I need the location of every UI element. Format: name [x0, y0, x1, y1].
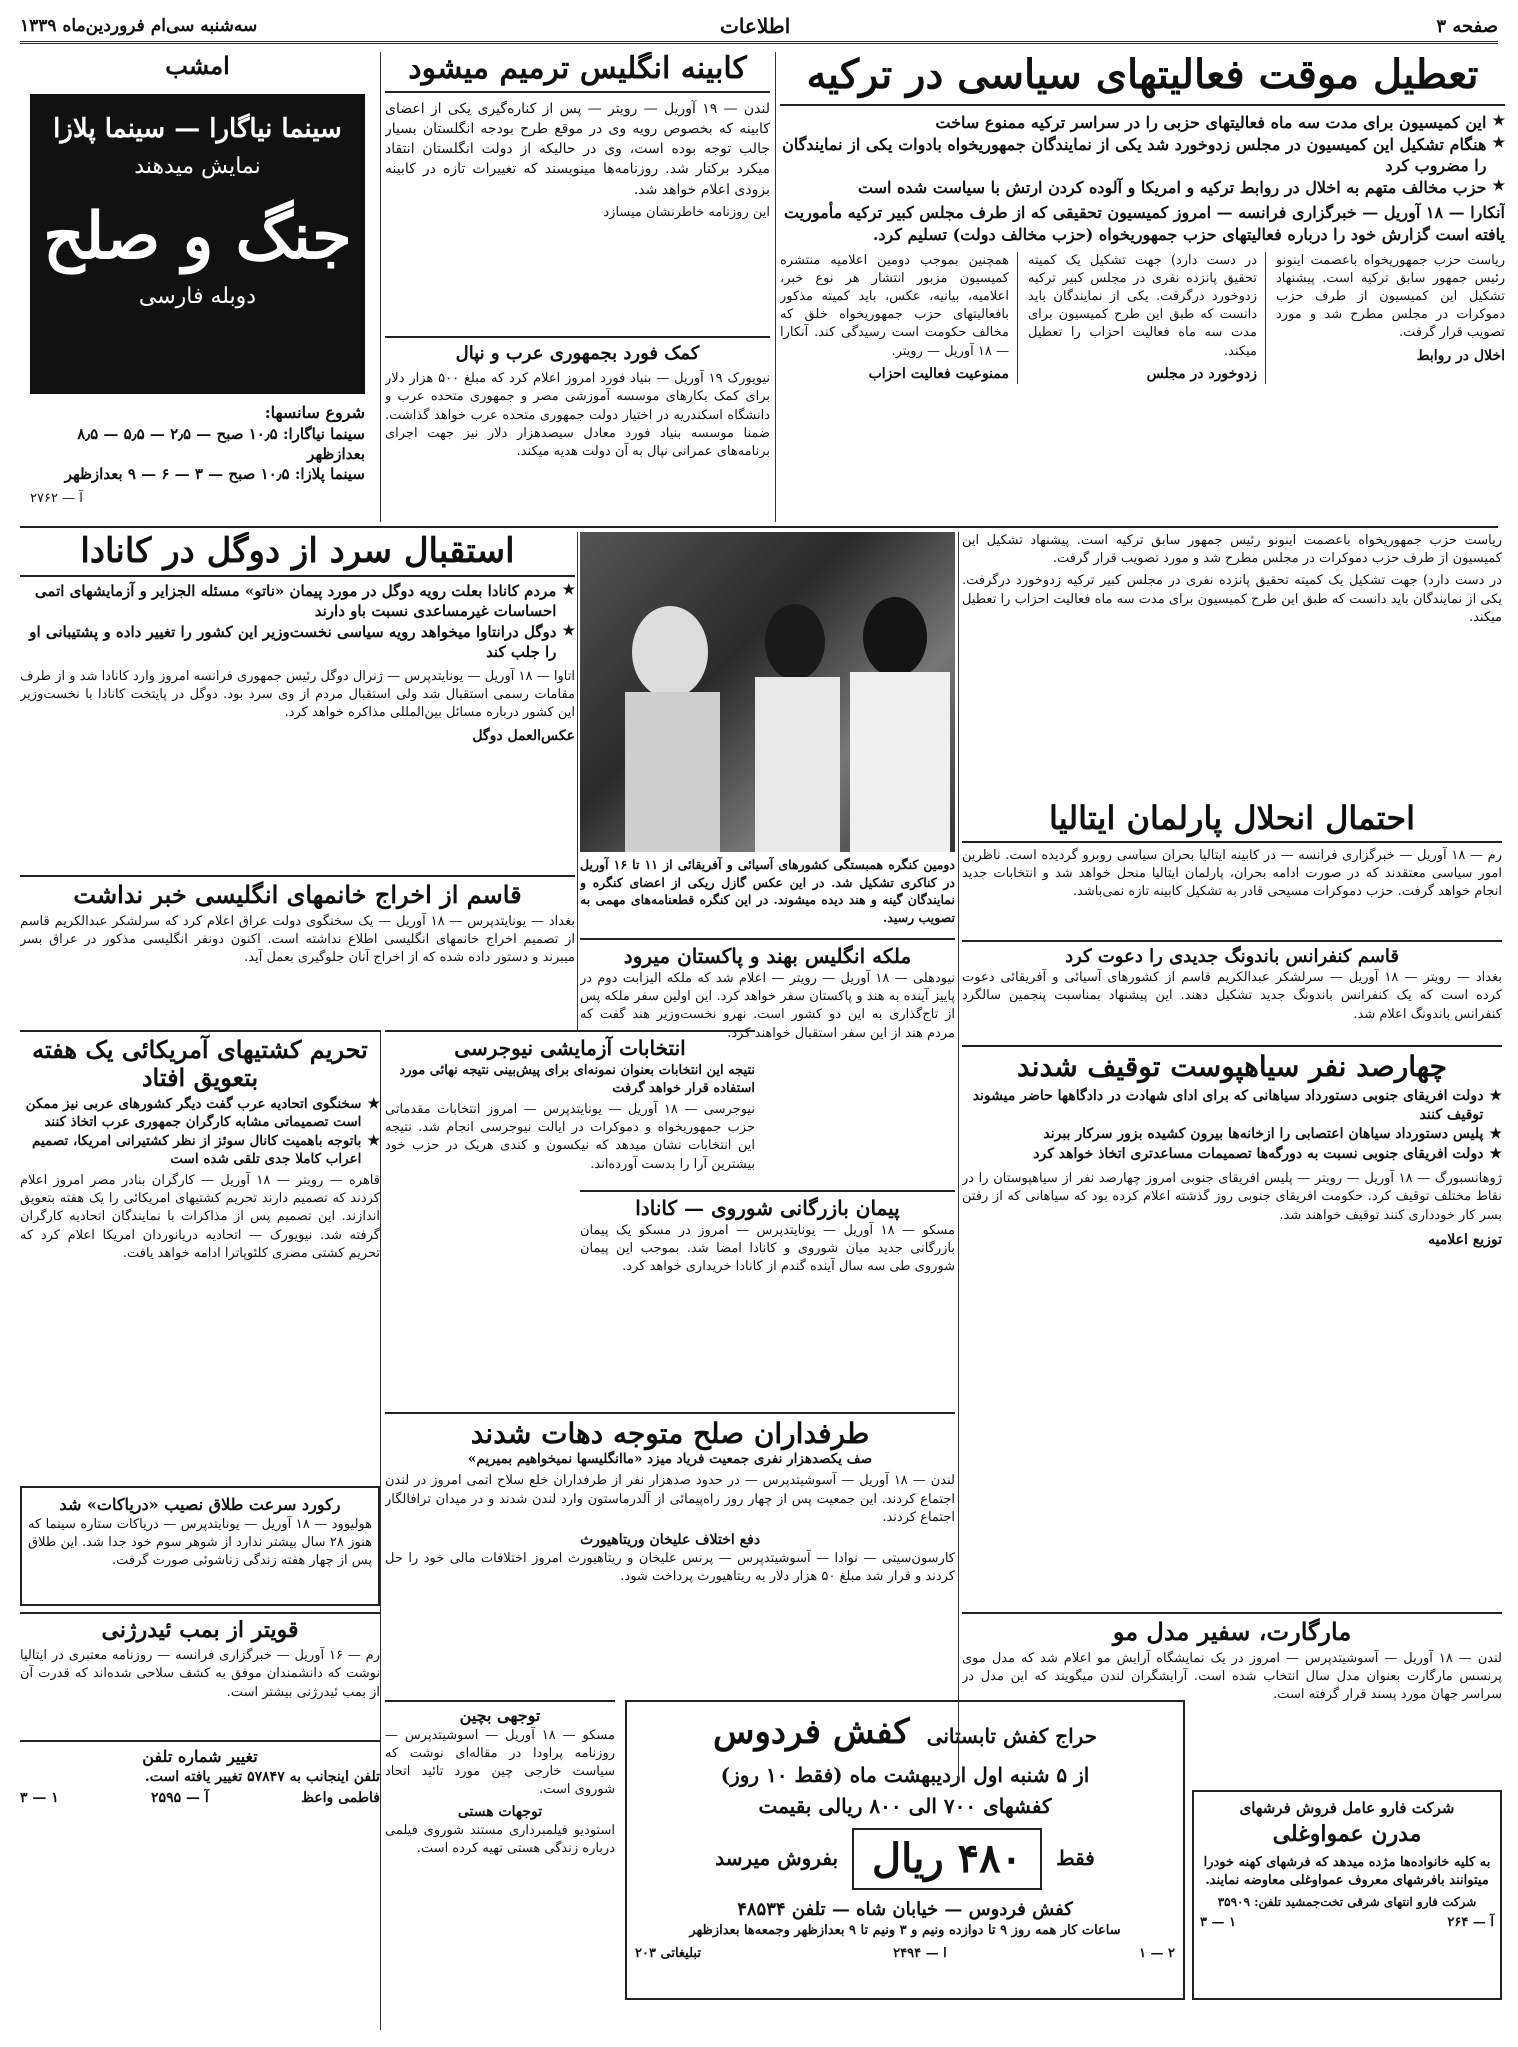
turkey-subhead: زدوخورد در مجلس	[1146, 365, 1257, 382]
carpet-code: آ — ۲۶۴	[1447, 1914, 1494, 1930]
soviet-text: مسکو — ۱۸ آوریل — یونایتدپرس — امروز در مسکو یک پیمان بازرگانی جدید میان شوروی و کانادا امضا شد. بموجب این پیمان شوروی طی سه سال آینده گندم از کانادا خریداری خواهد کرد.	[580, 1223, 955, 1275]
divorce-headline: رکورد سرعت طلاق نصیب «دریاکات» شد	[59, 1495, 341, 1514]
shoe-address: کفش فردوس — خیابان شاه — تلفن ۴۸۵۳۴	[737, 1898, 1073, 1920]
carpet-ref: ۱ — ۳	[1200, 1914, 1237, 1930]
cinema-presents: نمایش میدهند	[134, 154, 261, 179]
degaulle-article	[20, 532, 575, 867]
turkey-bullet: حزب مخالف متهم به اخلال در روابط ترکیه و امریکا و آلوده کردن ارتش با سیاست شده است	[857, 177, 1487, 197]
carpet-title: شرکت فارو عامل فروش فرشهای	[1239, 1799, 1455, 1817]
queen-text: نیودهلی — ۱۸ آوریل — رویتر — اعلام شد که ملکه الیزابت دوم در پاییز آینده به هند و پاکستان سفر خواهد کرد. این اولین سفر ملکه پس از تاج‌گذاری به این دو کشور است. نهرو نخست‌وزیر هند گفت که مردم هند از این سفر استقبال خواهند کرد.	[580, 971, 955, 1041]
degaulle-subhead: عکس‌العمل دوگل	[472, 727, 575, 744]
star-icon: ★	[1492, 134, 1505, 151]
bomb-text: رم — ۱۶ آوریل — خبرگزاری فرانسه — روزنامه معتبری در ایتالیا نوشت که دانشمندان موفق به کشف سلاحی شده‌اند که قدرت آن از بمب ئیدرژنی بیشتر است.	[20, 1648, 380, 1700]
turkey-continued	[962, 532, 1502, 794]
turkey-intro: آنکارا — ۱۸ آوریل — خبرگزاری فرانسه — امروز کمیسیون تحقیقی که از طرف مجلس کبیر ترکیه مأموریت یافته است گزارش خود را درباره فعالیتهای حزب جمهوریخواه (حزب مخالف دولت) تسلیم کرد.	[784, 203, 1505, 244]
shoe-only: فقط	[1056, 1846, 1095, 1871]
cinema-dubbed: دوبله فارسی	[138, 284, 257, 309]
page-label: صفحه ۳	[1436, 16, 1498, 37]
bomb-headline: قویتر از بمب ئیدرژنی	[101, 1617, 299, 1643]
sa-text: ژوهانسبورگ — ۱۸ آوریل — رویتر — پلیس افریقای جنوبی امروز چهارصد نفر از سیاهپوستان را در نقاط مختلف توقیف کرد. حکومت افریقای جنوبی روز گذشته اعلام کرده بود که سیاهانی که از رفتن بسر کار خودداری کنند توقیف خواهند شد.	[962, 1171, 1502, 1223]
turkey-headline: تعطیل موقت فعالیتهای سیاسی در ترکیه	[780, 52, 1505, 106]
star-icon: ★	[367, 1132, 380, 1149]
peace-headline: طرفداران صلح متوجه دهات شدند	[470, 1417, 870, 1450]
ford-article	[385, 336, 770, 516]
shoe-ref: ۲ — ۱	[1138, 1945, 1175, 1961]
cabinet-article	[385, 52, 770, 332]
cinema-theaters: سینما نیاگارا — سینما پلازا	[53, 114, 342, 144]
cinema-schedule-label: شروع سانسها:	[264, 403, 365, 422]
paper-name: اطلاعات	[720, 14, 791, 38]
turkey-bullet: این کمیسیون برای مدت سه ماه فعالیتهای حزبی را در سراسر ترکیه ممنوع ساخت	[935, 113, 1487, 132]
shoe-title: حراج کفش تابستانی	[926, 1724, 1098, 1748]
photo-caption: دومین کنگره همبستگی کشورهای آسیائی و آفریقائی از ۱۱ تا ۱۶ آوریل در کناکری تشکیل شد. در این عکس گازل ریکی از اعضای کنگره و نمایندگان گینه و هند دیده میشوند. در این کنگره قطعنامه‌های مهمی به تصویب رسید.	[580, 857, 955, 925]
nj-text: نیوجرسی — ۱۸ آوریل — یونایتدپرس — امروز انتخابات مقدماتی حزب جمهوریخواه و دموکرات در ایالت نیوجرسی انجام شد. نتیجه این انتخابات نشان میدهد که نیکسون و کندی هریک در حزب خود بیشترین آرا را بدست آورده‌اند.	[385, 1102, 755, 1172]
peace-article	[385, 1412, 955, 1692]
turkey-article	[780, 52, 1505, 522]
nj-subhead: نتیجه این انتخابات بعنوان نمونه‌ای برای پیش‌بینی نتیجه نهائی مورد استفاده قرار خواهد گرفت	[399, 1063, 755, 1096]
cinema-ad	[20, 52, 375, 522]
cabinet-headline: کابینه انگلیس ترمیم میشود	[385, 52, 770, 93]
shoe-ad	[625, 1700, 1185, 2000]
margaret-headline: مارگارت، سفیر مدل مو	[1112, 1617, 1352, 1646]
degaulle-headline: استقبال سرد از دوگل در کانادا	[20, 532, 575, 577]
china-headline: توجهی بچین	[459, 1706, 541, 1725]
divorce-article	[20, 1486, 380, 1606]
shoe-sold: بفروش میرسد	[715, 1846, 839, 1871]
peace-text2: کارسون‌سیتی — نوادا — آسوشیتدپرس — پرنس علیخان و ریتاهیورث امروز اختلافات مالی خود را حل کردند و قرار شد مبلغ ۵۰ هزار دلار به ریتاهیورث پرداخت شود.	[385, 1550, 955, 1585]
shoe-price: ۴۸۰ ریال	[852, 1828, 1042, 1890]
china-text2: استودیو فیلمبرداری مستند شوروی فیلمی درباره زندگی هستی تهیه کرده است.	[385, 1823, 615, 1857]
shoe-ref: تبلیغاتی ۲۰۳	[635, 1945, 701, 1961]
cabinet-source: این روزنامه خاطرنشان میسازد	[603, 204, 770, 220]
carpet-text: به کلیه خانواده‌ها مژده میدهد که فرشهای کهنه خودرا میتوانند بافرشهای معروف عمواوغلی معاوضه نمایند.	[1203, 1854, 1491, 1889]
degaulle-text: اتاوا — ۱۸ آوریل — یونایتدپرس — ژنرال دوگل رئیس جمهوری فرانسه امروز وارد کانادا شد و از طرف مقامات رسمی استقبال شد ولی استقبال مردم از وی سرد بود. دوگل در پایتخت کانادا با نخست‌وزیر این کشور درباره مسائل بین‌المللی مذاکره خواهد کرد.	[20, 669, 575, 721]
carpet-ad	[1192, 1790, 1502, 2000]
shoe-brand: کفش فردوس	[712, 1712, 910, 1752]
cabinet-text: لندن — ۱۹ آوریل — رویتر — پس از کناره‌گیری یکی از اعضای کابینه که بخصوص رویه وی در موقع طرح بودجه انگلستان بسیار جالب توجه بوده است، وی در حالیکه از دولت انگلستان انتقاد میکرد برکنار شد. روزنامه‌ها مینویسند که تغییرات تازه در کابینه بزودی اعلام خواهد شد.	[385, 100, 770, 198]
soviet-headline: پیمان بازرگانی شوروی — کانادا	[635, 1196, 900, 1220]
photo-figures	[580, 532, 955, 852]
turkey-subhead: اخلال در روابط	[1416, 347, 1505, 364]
masthead	[20, 10, 1498, 44]
star-icon: ★	[367, 1096, 380, 1113]
cinema-banner	[30, 94, 365, 394]
china-text: مسکو — ۱۸ آوریل — اسوشیتدپرس — روزنامه پراودا در مقاله‌ای نوشت که سیاست خارجی چین مورد تائید اتحاد شوروی است.	[385, 1727, 615, 1798]
china-sub: توجهات هستی	[457, 1804, 543, 1821]
ships-bullet: سخنگوی اتحادیه عرب گفت دیگر کشورهای عربی نیز ممکن است تصمیماتی مشابه کارگران جمهوری عرب اتخاذ کنند	[25, 1096, 362, 1131]
margaret-text: لندن — ۱۸ آوریل — آسوشیتدپرس — امروز در یک نمایشگاه آرایش مو اعلام شد که مدل موی پرنسس مارگارت بعنوان مدل سال انتخاب شده است. آرایشگران لندن میگویند که این مدل در سراسر جهان مورد پسند قرار گرفته است.	[962, 1650, 1502, 1702]
turkey-bullets	[780, 112, 1505, 198]
star-icon: ★	[1489, 1125, 1502, 1142]
cinema-niagara: سینما نیاگارا: ۱۰٫۵ صبح — ۲٫۵ — ۵٫۵ — ۸٫۵ بعدازظهر	[77, 424, 365, 463]
peace-subhead: صف یکصدهزار نفری جمعیت فریاد میزد «ماانگلیسها نمیخواهیم بمیریم»	[467, 1451, 873, 1468]
date-line: سه‌شنبه سی‌ام فروردین‌ماه ۱۳۳۹	[20, 16, 258, 36]
bandung-article	[962, 940, 1502, 1040]
bandung-text: بغداد — رویتر — ۱۸ آوریل — سرلشکر عبدالکریم قاسم از کشورهای آسیائی و آفریقائی دعوت کرده است که یک کنفرانس باندونگ جدید تشکیل دهند. این پیشنهاد بمناسبت پنجمین سالگرد کنفرانس باندونگ اعلام شد.	[962, 970, 1502, 1022]
turkey-col1: ریاست حزب جمهوریخواه باعصمت اینونو رئیس جمهور سابق ترکیه است. پیشنهاد تشکیل این کمیسیون از طرف حزب دموکرات در مجلس مطرح شد و مورد تصویب قرار گرفت.	[1276, 252, 1505, 341]
turkey-col2: در دست دارد) جهت تشکیل یک کمیته تحقیق پانزده نفری در مجلس کبیر ترکیه زدوخورد درگرفت. یکی از نمایندگان باید دانست که طبق این طرح کمیسیون برای مدت سه ماه فعالیت احزاب را تعطیل میکند.	[1028, 252, 1257, 359]
qasim-headline: قاسم از اخراج خانمهای انگلیسی خبر نداشت	[73, 880, 522, 909]
soviet-article	[580, 1190, 955, 1410]
photo-block	[580, 532, 955, 932]
phone-code: آ — ۲۵۹۵	[151, 1790, 209, 1807]
phone-line: تلفن اینجانب به ۵۷۸۴۷ تغییر یافته است.	[144, 1768, 380, 1785]
sa-bullet: پلیس دستورداد سیاهان اعتصابی را ازخانه‌ها بیرون کشیده بزور سرکار ببرند	[1043, 1125, 1484, 1142]
carpet-address: شرکت فارو انتهای شرقی تخت‌جمشید تلفن: ۳۵۹۰۹	[1217, 1895, 1477, 1910]
phone-name: فاطمی واعظ	[300, 1790, 380, 1807]
shoe-line1: از ۵ شنبه اول اردیبهشت ماه (فقط ۱۰ روز)	[720, 1762, 1090, 1787]
italy-text: رم — ۱۸ آوریل — خبرگزاری فرانسه — در کابینه ایتالیا بحران سیاسی روبرو گردیده است. ناظرین امور سیاسی معتقدند که در صورت ادامه بحران، پارلمان ایتالیا منحل خواهد شد و انتخابات جدید انجام خواهد گرفت. حزب دموکرات مسیحی قادر به تشکیل کابینه تازه نمی‌باشد.	[962, 847, 1502, 900]
sa-subhead: توزیع اعلامیه	[1428, 1231, 1502, 1248]
shoe-ref: ا — ۲۴۹۴	[893, 1945, 947, 1961]
qasim-text: بغداد — یونایتدپرس — ۱۸ آوریل — یک سخنگوی دولت عراق اعلام کرد که سرلشکر عبدالکریم قاسم از تصمیم اخراج خانمهای انگلیسی اطلاع نداشته است. اکنون دونفر انگلیسی مذکور در عراق بسر میبرند و دستور داده شده که از اخراج آنان جلوگیری بعمل آید.	[20, 913, 575, 965]
qasim-article	[20, 875, 575, 1025]
ships-headline: تحریم کشتیهای آمریکائی یک هفته بتعویق افتاد	[32, 1035, 368, 1092]
turkey-continued-text: در دست دارد) جهت تشکیل یک کمیته تحقیق پانزده نفری در مجلس کبیر ترکیه زدوخورد درگرفت. یکی از نمایندگان باید دانست که طبق این طرح کمیسیون برای مدت سه ماه فعالیت احزاب را تعطیل میکند.	[962, 573, 1502, 625]
star-icon: ★	[1492, 113, 1505, 129]
news-photo	[580, 532, 955, 852]
ships-text: قاهره — رویتر — ۱۸ آوریل — کارگران بنادر مصر امروز اعلام کردند که تصمیم دارند تحریم کشتیهای امریکائی را یک هفته بتعویق اندازند. این تصمیم پس از مذاکرات با نمایندگان اتحادیه کارگران گرفته شد. نیویورک — اتحادیه دریانوردان امریکا اعلام کرد که تحریم کشتی مصری کلئوپاترا ادامه خواهد یافت.	[20, 1173, 380, 1261]
star-icon: ★	[1489, 1088, 1502, 1105]
cinema-code: آ — ۲۷۶۲	[30, 491, 83, 507]
phone-change	[20, 1740, 380, 1840]
cinema-tonight: امشب	[165, 52, 230, 80]
degaulle-bullet: دوگل درانتاوا میخواهد رویه سیاسی نخست‌وزیر این کشور را تغییر داده و پشتیبانی او را جلب کند	[29, 622, 557, 661]
turkey-subhead: ممنوعیت فعالیت احزاب	[868, 365, 1009, 382]
queen-headline: ملکه انگلیس بهند و پاکستان میرود	[623, 944, 912, 968]
italy-article	[962, 800, 1502, 935]
cinema-title: جنگ و صلح	[43, 199, 352, 274]
nj-headline: انتخابات آزمایشی نیوجرسی	[454, 1036, 686, 1060]
sa-bullet: دولت افریقای جنوبی دستورداد سیاهانی که برای ادای شهادت در دادگاهها حاضر میشوند توقیف کنند	[972, 1088, 1484, 1124]
bomb-article	[20, 1612, 380, 1732]
turkey-bullet: هنگام تشکیل این کمیسیون در مجلس زدوخورد شد یکی از نمایندگان جمهوریخواه بادوات یکی از نمایندگان را مضروب کرد	[782, 134, 1487, 176]
peace-subhead2: دفع اختلاف علیخان وریتاهیورث	[579, 1531, 761, 1548]
cinema-plaza: سینما پلازا: ۱۰٫۵ صبح — ۳ — ۶ — ۹ بعدازظهر	[64, 465, 365, 484]
ford-headline: کمک فورد بجمهوری عرب و نپال	[455, 343, 700, 364]
ships-article	[20, 1030, 380, 1480]
shoe-hours: ساعات کار همه روز ۹ تا دوازده ونیم و ۳ ونیم تا ۹ بعدازظهر وجمعه‌ها بعدازظهر	[689, 1923, 1121, 1939]
carpet-brand: مدرن عمواوغلی	[1272, 1821, 1422, 1848]
phone-headline: تغییر شماره تلفن	[142, 1747, 258, 1766]
ships-bullet: باتوجه باهمیت کانال سوئز از نظر کشتیرانی امریکا، تصمیم اعراب کاملا جدی تلقی شده است	[31, 1132, 362, 1167]
sa-bullet: دولت افریقای جنوبی نسبت به دورگه‌ها تصمیمات مساعدتری اتخاذ خواهد کرد	[1033, 1145, 1484, 1162]
peace-text: لندن — ۱۸ آوریل — آسوشیتدپرس — در حدود صدهزار نفر از طرفداران خلع سلاح اتمی امروز در لندن اجتماع کردند. این جمعیت پس از چهار روز راه‌پیمائی از آلدرماستون وارد لندن شدند و در میدان ترافالگار اجتماع کردند.	[385, 1473, 955, 1525]
ford-text: نیویورک ۱۹ آوریل — بنیاد فورد امروز اعلام کرد که مبلغ ۵۰۰ هزار دلار برای کمک بکارهای موسسه آموزشی مصر و جمهوری متحده عرب و دانشگاه اسکندریه در اختیار دولت جمهوری متحده عرب خواهد گذاشت. ضمنا موسسه بنیاد فورد معادل سیصدهزار دلار نیز جهت اجرای برنامه‌های عمرانی نپال به آن دولت هدیه میکند.	[385, 371, 770, 460]
divorce-text: هولیوود — ۱۸ آوریل — یونایتدپرس — دریاکات ستاره سینما که هنوز ۲۸ سال بیشتر ندارد از شوهر سوم خود جدا شد. این طلاق پس از چهار هفته زندگی زناشوئی صورت گرفت.	[28, 1516, 372, 1568]
turkey-col3: همچنین بموجب دومین اعلامیه منتشره کمیسیون مزبور انتشار هر نوع خبر، اعلامیه، بیانیه، عکس، باید کمیته مذکور بافعالیتهای حزب جمهوریخواه خلق که مخالف حکومت است رسیدگی کند. آنکارا — ۱۸ آوریل — رویتر.	[780, 252, 1009, 359]
star-icon: ★	[1492, 177, 1505, 194]
star-icon: ★	[562, 622, 575, 639]
star-icon: ★	[1489, 1145, 1502, 1162]
china-article	[385, 1700, 615, 1980]
bandung-headline: قاسم کنفرانس باندونگ جدیدی را دعوت کرد	[1065, 946, 1399, 967]
turkey-continued-text: ریاست حزب جمهوریخواه باعصمت اینونو رئیس جمهور سابق ترکیه است. پیشنهاد تشکیل این کمیسیون از طرف حزب دموکرات در مجلس مطرح شد و مورد تصویب قرار گرفت.	[962, 533, 1502, 567]
degaulle-bullet: مردم کانادا بعلت رویه دوگل در مورد پیمان «ناتو» مسئله الجزایر و آزمایشهای اتمی احساسات غیرمساعدی نسبت باو دارند	[34, 582, 557, 621]
shoe-line2: کفشهای ۷۰۰ الی ۸۰۰ ریالی بقیمت	[758, 1793, 1052, 1818]
sa-headline: چهارصد نفر سیاهپوست توقیف شدند	[1017, 1050, 1447, 1083]
phone-ref: ۱ — ۳	[20, 1790, 59, 1807]
star-icon: ★	[562, 582, 575, 599]
italy-headline: احتمال انحلال پارلمان ایتالیا	[962, 800, 1502, 843]
sa-article	[962, 1045, 1502, 1605]
